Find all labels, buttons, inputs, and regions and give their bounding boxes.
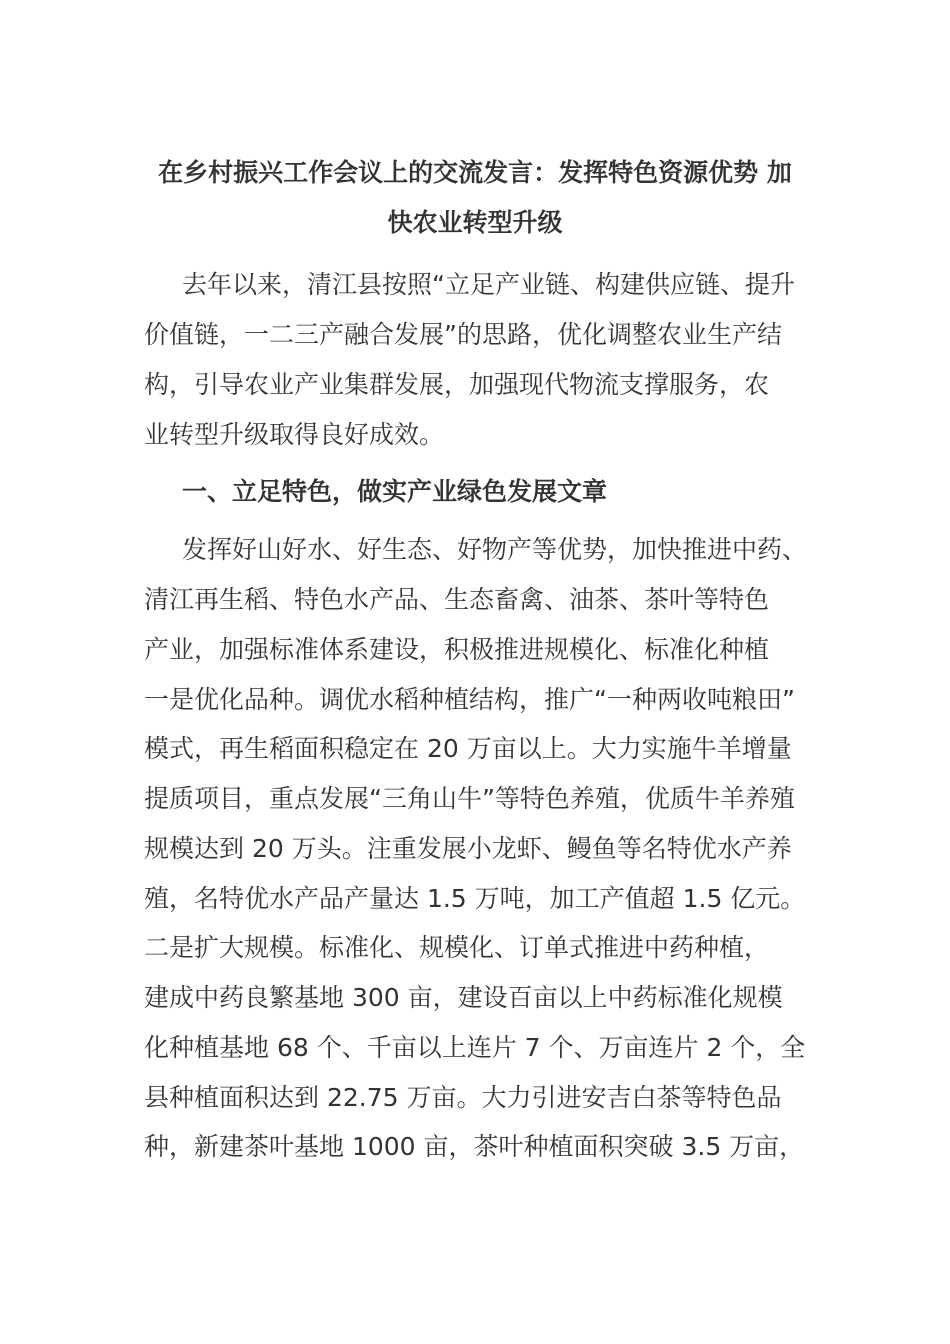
section-heading: 一、立足特色，做实产业绿色发展文章	[182, 477, 608, 506]
body-line: 殖，名特优水产品产量达 1.5 万吨，加工产值超 1.5 亿元。	[144, 884, 806, 913]
intro-line-1: 去年以来，清江县按照“立足产业链、构建供应链、提升	[182, 270, 795, 299]
body-line: 产业，加强标准体系建设，积极推进规模化、标准化种植	[144, 635, 770, 664]
body-line: 县种植面积达到 22.75 万亩。大力引进安吉白茶等特色品	[144, 1083, 782, 1112]
body-line: 种，新建茶叶基地 1000 亩，茶叶种植面积突破 3.5 万亩，	[144, 1132, 805, 1161]
intro-line-2: 价值链，一二三产融合发展”的思路，优化调整农业生产结	[144, 320, 782, 349]
intro-line-3: 构，引导农业产业集群发展，加强现代物流支撑服务，农	[144, 370, 770, 399]
intro-line-4: 业转型升级取得良好成效。	[144, 420, 445, 449]
body-line: 一是优化品种。调优水稻种植结构，推广“一种两收吨粮田”	[144, 685, 795, 714]
body-line: 清江再生稻、特色水产品、生态畜禽、油茶、茶叶等特色	[144, 585, 770, 614]
body-line: 发挥好山好水、好生态、好物产等优势，加快推进中药、	[182, 535, 808, 564]
document-title-line-1: 在乡村振兴工作会议上的交流发言：发挥特色资源优势 加	[158, 158, 792, 187]
body-line: 模式，再生稻面积稳定在 20 万亩以上。大力实施牛羊增量	[144, 734, 792, 763]
body-line: 提质项目，重点发展“三角山牛”等特色养殖，优质牛羊养殖	[144, 784, 795, 813]
body-line: 化种植基地 68 个、千亩以上连片 7 个、万亩连片 2 个，全	[144, 1033, 806, 1062]
document-title-line-2: 快农业转型升级	[387, 208, 563, 237]
body-line: 建成中药良繁基地 300 亩，建设百亩以上中药标准化规模	[144, 983, 783, 1012]
body-line: 二是扩大规模。标准化、规模化、订单式推进中药种植，	[144, 933, 770, 962]
body-line: 规模达到 20 万头。注重发展小龙虾、鳗鱼等名特优水产养	[144, 834, 792, 863]
